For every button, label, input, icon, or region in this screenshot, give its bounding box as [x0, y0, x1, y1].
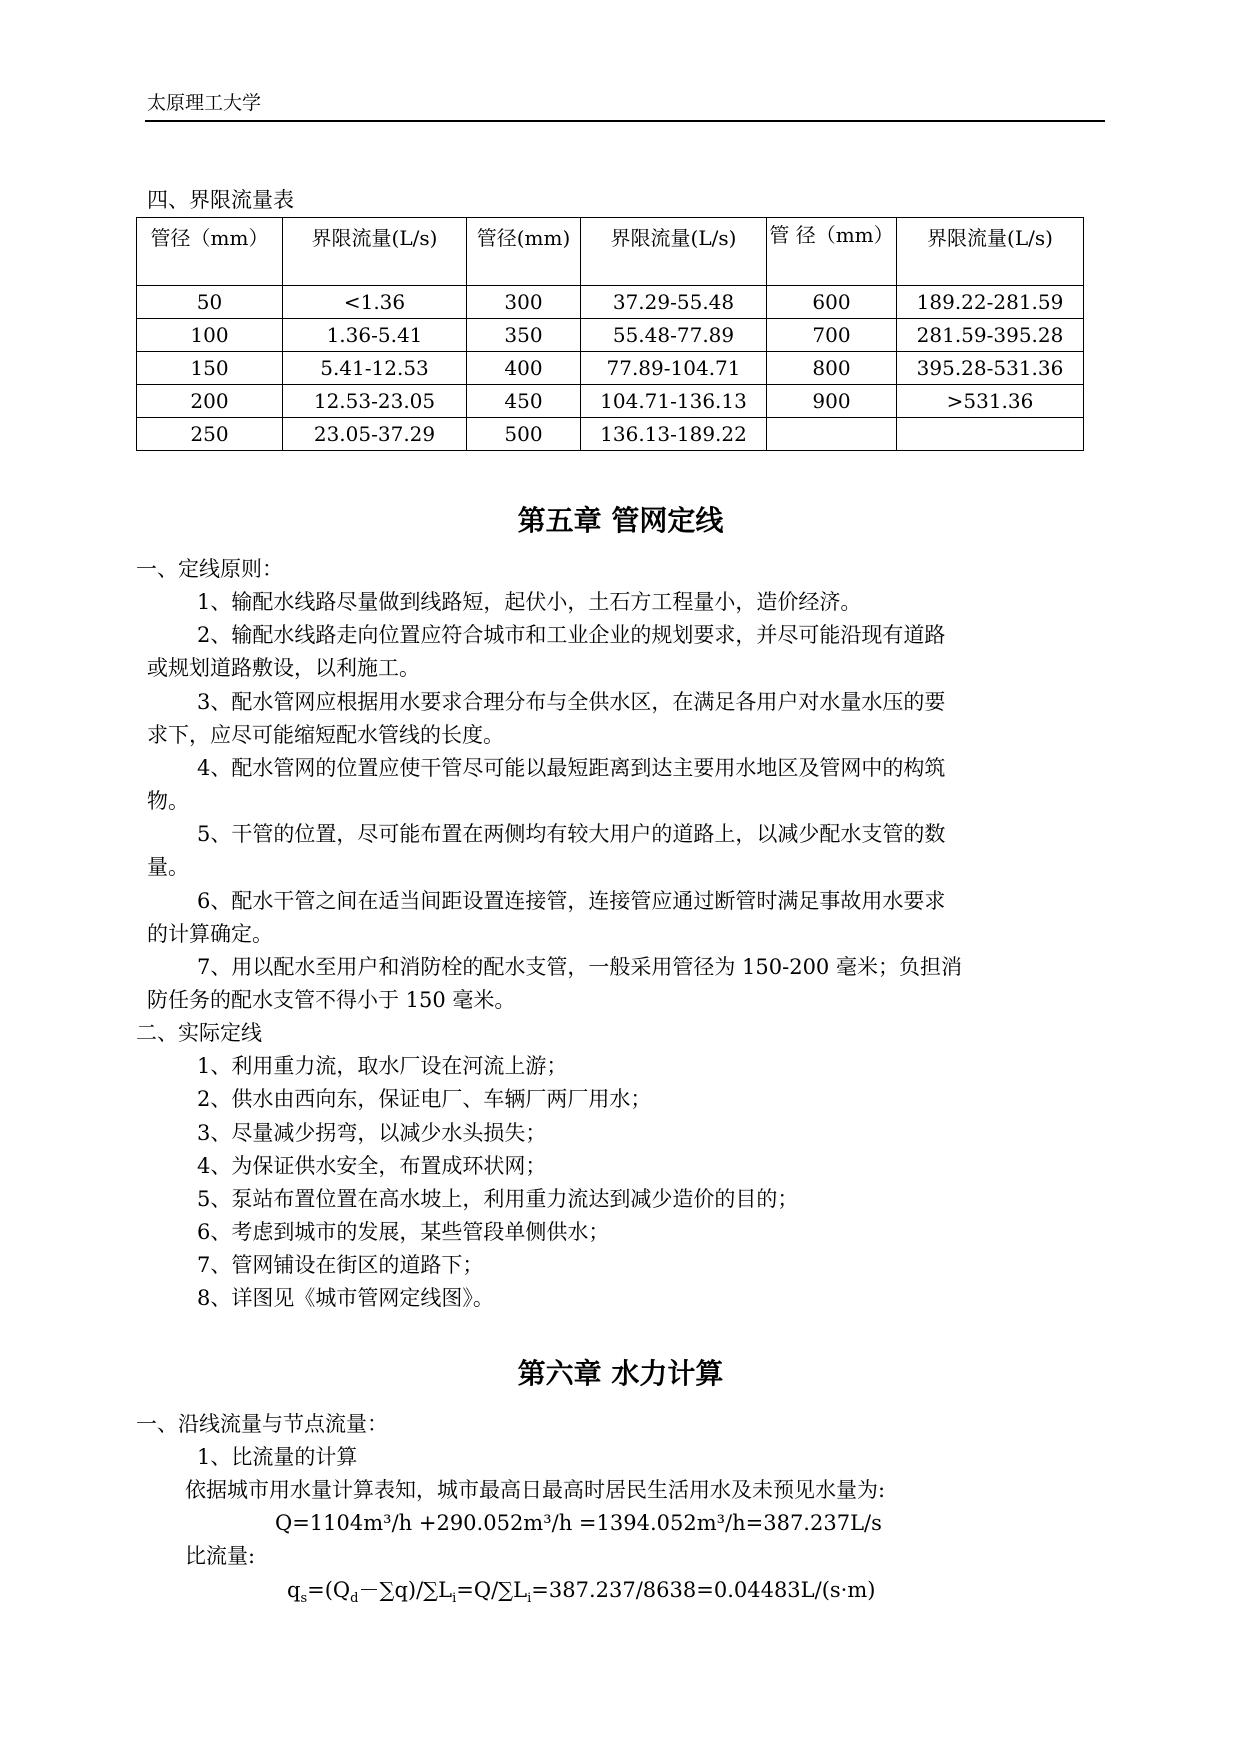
- formula-subscript: d: [350, 1591, 359, 1607]
- flow-formula: Q=1104m³/h +290.052m³/h =1394.052m³/h=387.237L/s: [275, 1511, 882, 1535]
- subsection-heading: 1、比流量的计算: [197, 1445, 358, 1469]
- table-title: 四、界限流量表: [147, 188, 294, 212]
- list-item: 3、尽量减少拐弯，以减少水头损失；: [197, 1121, 547, 1145]
- paragraph-line: 3、配水管网应根据用水要求合理分布与全供水区，在满足各用户对水量水压的要: [197, 690, 946, 714]
- paragraph-line: 量。: [147, 855, 189, 879]
- table-header-cell: 管径（mm）: [137, 218, 283, 286]
- table-row: [137, 418, 1084, 451]
- list-item: 6、考虑到城市的发展，某些管段单侧供水；: [197, 1220, 610, 1244]
- table-cell: 350: [467, 319, 581, 352]
- table-cell: 37.29-55.48: [581, 286, 767, 319]
- table-cell: [897, 418, 1084, 451]
- table-cell: >531.36: [897, 385, 1084, 418]
- table-cell: 5.41-12.53: [283, 352, 467, 385]
- specific-flow-formula: [287, 1580, 875, 1605]
- table-row: [137, 352, 1084, 385]
- paragraph-line: 防任务的配水支管不得小于 150 毫米。: [147, 988, 516, 1012]
- table-cell: 12.53-23.05: [283, 385, 467, 418]
- table-cell: 104.71-136.13: [581, 385, 767, 418]
- section-heading: 一、定线原则：: [136, 557, 283, 581]
- paragraph-line: 的计算确定。: [147, 922, 273, 946]
- table-cell: 281.59-395.28: [897, 319, 1084, 352]
- table-cell: 450: [467, 385, 581, 418]
- table-cell: 150: [137, 352, 283, 385]
- table-cell: 189.22-281.59: [897, 286, 1084, 319]
- table-header-cell: 界限流量(L/s): [283, 218, 467, 286]
- table-cell: 77.89-104.71: [581, 352, 767, 385]
- table-cell: 800: [767, 352, 897, 385]
- formula-part: =Q/∑L: [456, 1578, 528, 1602]
- chapter-5-title: 第五章 管网定线: [517, 504, 724, 537]
- paragraph-line: 求下，应尽可能缩短配水管线的长度。: [147, 723, 504, 747]
- table-row: [137, 385, 1084, 418]
- list-item: 2、供水由西向东，保证电厂、车辆厂两厂用水；: [197, 1087, 652, 1111]
- table-header-row: [137, 218, 1084, 286]
- formula-part: =(Q: [307, 1578, 351, 1602]
- table-row: [137, 286, 1084, 319]
- table-cell: 600: [767, 286, 897, 319]
- table-cell: 400: [467, 352, 581, 385]
- limit-flow-table: [136, 217, 1084, 451]
- table-cell: <1.36: [283, 286, 467, 319]
- table-cell: 1.36-5.41: [283, 319, 467, 352]
- paragraph-line: 1、输配水线路尽量做到线路短，起伏小，土石方工程量小，造价经济。: [197, 590, 862, 614]
- list-item: 7、管网铺设在街区的道路下；: [197, 1253, 484, 1277]
- table-header-cell: 管径(mm): [467, 218, 581, 286]
- list-item: 4、为保证供水安全，布置成环状网；: [197, 1154, 547, 1178]
- list-item: 1、利用重力流，取水厂设在河流上游；: [197, 1054, 568, 1078]
- table-cell: 50: [137, 286, 283, 319]
- formula-part: q: [287, 1578, 301, 1602]
- header-divider: [145, 120, 1105, 122]
- paragraph-line: 5、干管的位置，尽可能布置在两侧均有较大用户的道路上，以减少配水支管的数: [197, 822, 946, 846]
- list-item: 5、泵站布置位置在高水坡上，利用重力流达到减少造价的目的；: [197, 1187, 799, 1211]
- table-cell: [767, 418, 897, 451]
- table-header-cell: 界限流量(L/s): [581, 218, 767, 286]
- table-cell: 200: [137, 385, 283, 418]
- paragraph-line: 4、配水管网的位置应使干管尽可能以最短距离到达主要用水地区及管网中的构筑: [197, 756, 946, 780]
- table-cell: 500: [467, 418, 581, 451]
- paragraph-line: 7、用以配水至用户和消防栓的配水支管，一般采用管径为 150-200 毫米；负担消: [197, 955, 962, 979]
- table-cell: 700: [767, 319, 897, 352]
- table-row: [137, 319, 1084, 352]
- formula-subscript: i: [452, 1591, 457, 1607]
- section-heading: 一、沿线流量与节点流量：: [136, 1412, 388, 1436]
- header-org: 太原理工大学: [147, 92, 262, 114]
- paragraph-line: 2、输配水线路走向位置应符合城市和工业企业的规划要求，并尽可能沿现有道路: [197, 623, 946, 647]
- formula-subscript: i: [527, 1591, 532, 1607]
- table-cell: 55.48-77.89: [581, 319, 767, 352]
- list-item: 8、详图见《城市管网定线图》。: [197, 1286, 494, 1310]
- chapter-6-title: 第六章 水力计算: [517, 1357, 724, 1390]
- table-cell: 100: [137, 319, 283, 352]
- table-cell: 395.28-531.36: [897, 352, 1084, 385]
- formula-part: =387.237/8638=0.04483L/(s·m): [531, 1578, 876, 1602]
- paragraph-line: 6、配水干管之间在适当间距设置连接管，连接管应通过断管时满足事故用水要求: [197, 889, 946, 913]
- table-header-cell: 界限流量(L/s): [897, 218, 1084, 286]
- paragraph-line: 物。: [147, 789, 189, 813]
- formula-part: －∑q)/∑L: [358, 1578, 453, 1602]
- paragraph-line: 或规划道路敷设，以利施工。: [147, 656, 420, 680]
- section-heading: 二、实际定线: [136, 1021, 262, 1045]
- table-cell: 300: [467, 286, 581, 319]
- table-cell: 250: [137, 418, 283, 451]
- table-cell: 136.13-189.22: [581, 418, 767, 451]
- table-cell: 900: [767, 385, 897, 418]
- table-header-cell: 管 径（mm）: [767, 218, 897, 286]
- specific-flow-label: 比流量:: [185, 1544, 256, 1568]
- paragraph-line: 依据城市用水量计算表知，城市最高日最高时居民生活用水及未预见水量为:: [185, 1478, 886, 1502]
- formula-subscript: s: [300, 1591, 308, 1607]
- table-cell: 23.05-37.29: [283, 418, 467, 451]
